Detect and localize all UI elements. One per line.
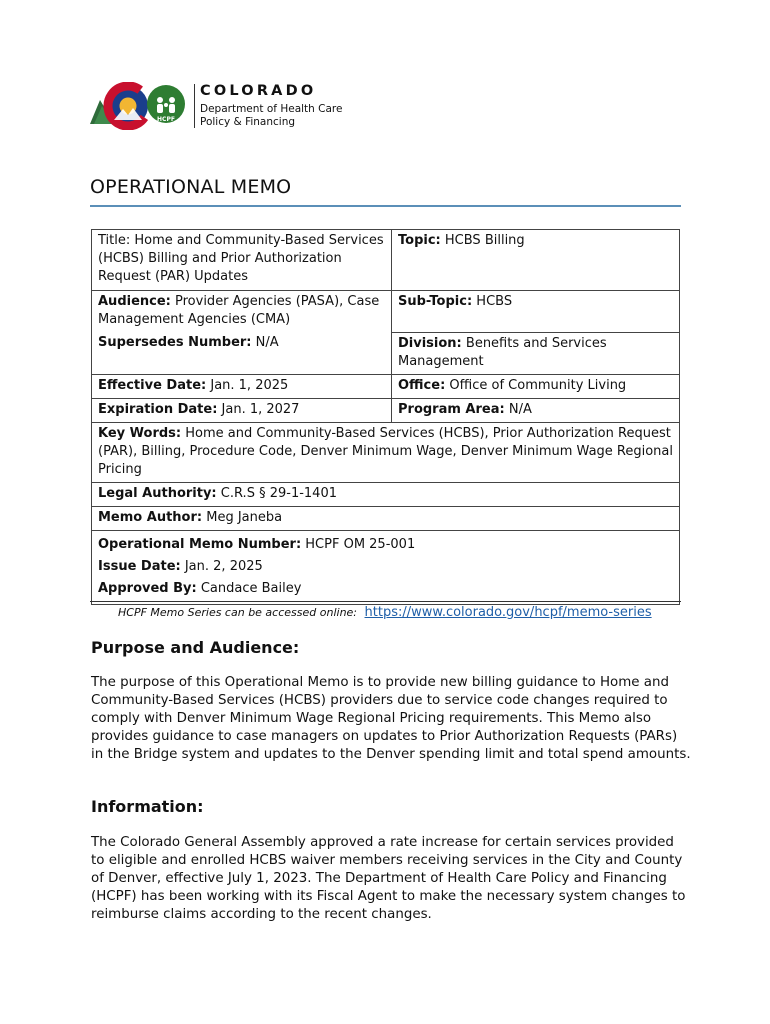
subtopic-value: HCBS bbox=[472, 294, 513, 309]
logo-department-name bbox=[200, 103, 370, 129]
table-row bbox=[92, 230, 680, 291]
issuance-cell bbox=[92, 530, 680, 604]
division-value: Benefits and Services Management bbox=[398, 335, 607, 369]
effective-value: Jan. 1, 2025 bbox=[210, 377, 289, 393]
legal-label: Legal Authority: bbox=[98, 485, 217, 501]
issue-date-label: Issue Date: bbox=[98, 558, 181, 574]
online-note-text: HCPF Memo Series can be accessed online: bbox=[118, 606, 358, 619]
information-body: The Colorado General Assembly approved a rate increase for certain services provided to eligible and enrolled HCBS waiver members receiving services in the City and County of Denver, effective July 1, 2023. The Department of Health Care Policy and Financing (HCPF) has been working with its Fiscal Agent to make the necessary system changes to reimburse claims according to the recent changes. bbox=[91, 835, 686, 922]
issue-date-value: Jan. 2, 2025 bbox=[180, 558, 263, 574]
approved-by-line bbox=[98, 578, 673, 600]
heading-rule bbox=[90, 205, 681, 207]
logo-divider bbox=[194, 84, 195, 128]
subtopic-cell bbox=[392, 291, 680, 333]
memo-heading: OPERATIONAL MEMO bbox=[90, 176, 292, 198]
table-row bbox=[92, 506, 680, 530]
keywords-value: Home and Community-Based Services (HCBS), Prior Authorization Request (PAR), Billing, Procedure Code, Denver Minimum Wage, Denver Minimum Wage Regional Pricing bbox=[98, 425, 674, 477]
title-cell bbox=[92, 230, 392, 291]
program-label: Program Area: bbox=[398, 401, 505, 417]
office-value: Office of Community Living bbox=[449, 377, 627, 393]
memo-number-label: Operational Memo Number: bbox=[98, 536, 302, 552]
title-value: Home and Community-Based Services (HCBS) Billing and Prior Authorization Request (PAR) Updates bbox=[98, 233, 384, 284]
purpose-heading: Purpose and Audience: bbox=[91, 638, 300, 657]
logo-dept-line1: Department of Health Care bbox=[200, 103, 343, 115]
table-row bbox=[92, 374, 680, 398]
issue-date-line bbox=[98, 556, 673, 578]
table-row bbox=[92, 291, 680, 333]
topic-cell bbox=[392, 230, 680, 291]
approved-by-label: Approved By: bbox=[98, 580, 197, 596]
topic-value: HCBS Billing bbox=[444, 233, 525, 248]
hcpf-logo bbox=[90, 82, 360, 132]
table-row bbox=[92, 422, 680, 482]
memo-number-value: HCPF OM 25-001 bbox=[305, 536, 416, 552]
effective-cell bbox=[92, 374, 392, 398]
author-value: Meg Janeba bbox=[206, 509, 283, 525]
division-label: Division: bbox=[398, 335, 462, 351]
legal-value: C.R.S § 29-1-1401 bbox=[220, 485, 337, 501]
logo-state-name: COLORADO bbox=[200, 83, 317, 99]
topic-label: Topic: bbox=[398, 233, 441, 248]
information-heading: Information: bbox=[91, 797, 204, 816]
supersedes-cell bbox=[92, 332, 392, 374]
logo-dept-line2: Policy & Financing bbox=[200, 116, 296, 128]
memo-series-link[interactable]: https://www.colorado.gov/hcpf/memo-series bbox=[364, 605, 652, 620]
table-row bbox=[92, 398, 680, 422]
audience-value: Provider Agencies (PASA), Case Management Agencies (CMA) bbox=[98, 294, 380, 327]
expiration-value: Jan. 1, 2027 bbox=[221, 401, 300, 417]
hcpf-badge-text: HCPF bbox=[157, 116, 175, 123]
subtopic-label: Sub-Topic: bbox=[398, 294, 473, 309]
approved-by-value: Candace Bailey bbox=[196, 580, 302, 596]
online-note-rule bbox=[90, 601, 681, 602]
expiration-label: Expiration Date: bbox=[98, 401, 218, 417]
author-label: Memo Author: bbox=[98, 509, 203, 525]
title-label: Title: bbox=[98, 233, 131, 248]
author-cell bbox=[92, 506, 680, 530]
keywords-label: Key Words: bbox=[98, 425, 182, 441]
program-cell bbox=[392, 398, 680, 422]
effective-label: Effective Date: bbox=[98, 377, 207, 393]
supersedes-label: Supersedes Number: bbox=[98, 335, 252, 350]
table-row bbox=[92, 482, 680, 506]
office-cell bbox=[392, 374, 680, 398]
memo-number-line bbox=[98, 534, 673, 556]
audience-label: Audience: bbox=[98, 294, 171, 309]
colorado-hcpf-logo-icon bbox=[90, 82, 190, 130]
audience-cell bbox=[92, 291, 392, 333]
program-value: N/A bbox=[508, 401, 532, 417]
office-label: Office: bbox=[398, 377, 446, 393]
table-row bbox=[92, 332, 680, 374]
division-cell bbox=[392, 332, 680, 374]
keywords-cell bbox=[92, 422, 680, 482]
memo-metadata-table bbox=[91, 229, 680, 605]
expiration-cell bbox=[92, 398, 392, 422]
table-row bbox=[92, 530, 680, 604]
legal-cell bbox=[92, 482, 680, 506]
purpose-body: The purpose of this Operational Memo is to provide new billing guidance to Home and Community-Based Services (HCBS) providers due to service code changes required to comply with Denver Minimum Wage Regional Pricing requirements. This Memo also provides guidance to case managers on updates to Prior Authorization Requests (PARs) in the Bridge system and updates to the Denver spending limit and total spend amounts. bbox=[91, 675, 691, 762]
supersedes-value: N/A bbox=[255, 335, 279, 350]
online-note bbox=[118, 605, 652, 620]
